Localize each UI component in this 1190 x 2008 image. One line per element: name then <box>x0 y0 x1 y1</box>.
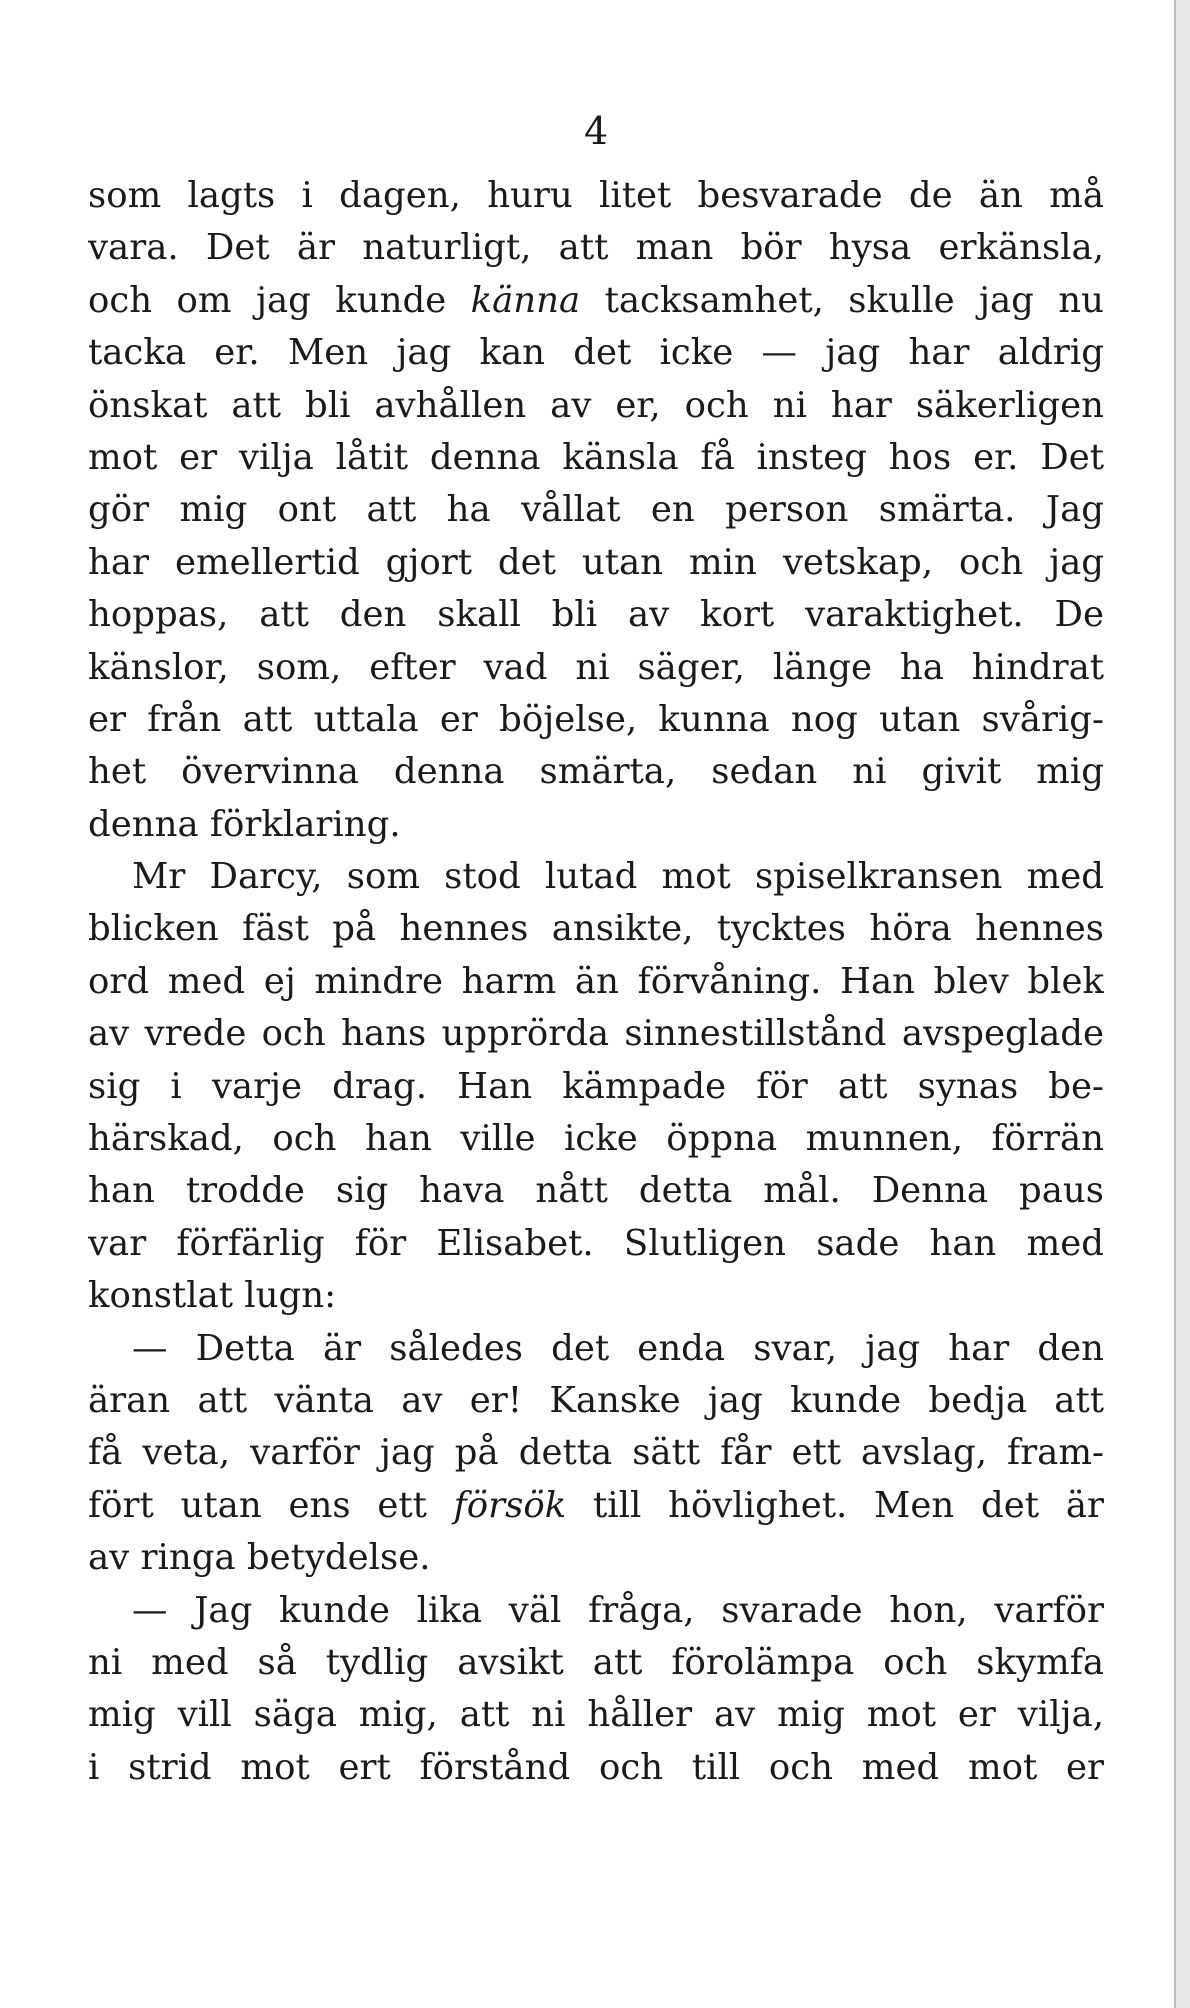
body-text <box>88 170 1104 1794</box>
text-line: han trodde sig hava nått detta mål. Denna paus <box>88 1170 1104 1212</box>
text-line: av vrede och hans upprörda sinnestillstånd avspeglade <box>88 1013 1104 1055</box>
text-line: som lagts i dagen, huru litet besvarade de än må <box>88 175 1104 216</box>
text-line: härskad, och han ville icke öppna munnen, förrän <box>88 1118 1104 1160</box>
page-edge <box>1174 0 1190 2008</box>
emphasis-word: försök <box>453 1484 567 1526</box>
text-line: mot er vilja låtit denna känsla få insteg hos er. Det <box>88 436 1104 478</box>
text-line: — Detta är således det enda svar, jag har den <box>132 1327 1104 1369</box>
text-line: fört utan ens ett försök till hövlighet. Men det är <box>88 1484 1104 1526</box>
text-line: önskat att bli avhållen av er, och ni har säkerligen <box>88 384 1104 426</box>
text-line: i strid mot ert förstånd och till och med mot er <box>88 1746 1104 1788</box>
text-line: tacka er. Men jag kan det icke — jag har aldrig <box>88 332 1104 374</box>
text-line: mig vill säga mig, att ni håller av mig mot er vilja, <box>88 1694 1104 1736</box>
text-line: ni med så tydlig avsikt att förolämpa och skymfa <box>88 1641 1104 1683</box>
text-line: hoppas, att den skall bli av kort varaktighet. De <box>88 594 1104 636</box>
text-line: denna förklaring. <box>88 803 401 845</box>
text-line: blicken fäst på hennes ansikte, tycktes höra hennes <box>88 908 1104 950</box>
page-number: 4 <box>584 109 609 153</box>
text-line: ord med ej mindre harm än förvåning. Han blev blek <box>88 960 1104 1002</box>
text-line: känslor, som, efter vad ni säger, länge ha hindrat <box>88 646 1104 688</box>
emphasis-word: känna <box>470 279 581 321</box>
text-line: och om jag kunde känna tacksamhet, skulle jag nu <box>88 279 1104 321</box>
text-line: het övervinna denna smärta, sedan ni givit mig <box>88 751 1104 793</box>
text-line: — Jag kunde lika väl fråga, svarade hon, varför <box>132 1589 1104 1631</box>
text-line: sig i varje drag. Han kämpade för att synas be- <box>88 1065 1104 1107</box>
text-line: äran att vänta av er! Kanske jag kunde bedja att <box>88 1379 1104 1421</box>
text-line: har emellertid gjort det utan min vetskap, och jag <box>88 541 1104 583</box>
text-line: gör mig ont att ha vållat en person smärta. Jag <box>88 489 1104 531</box>
text-line: konstlat lugn: <box>88 1275 337 1317</box>
text-line: er från att uttala er böjelse, kunna nog utan svårig- <box>88 698 1104 740</box>
text-line: vara. Det är naturligt, att man bör hysa erkänsla, <box>88 227 1104 269</box>
text-line: av ringa betydelse. <box>88 1537 431 1579</box>
text-line: få veta, varför jag på detta sätt får ett avslag, fram- <box>88 1432 1104 1474</box>
text-line: var förfärlig för Elisabet. Slutligen sade han med <box>88 1222 1104 1264</box>
text-line: Mr Darcy, som stod lutad mot spiselkransen med <box>132 856 1104 898</box>
